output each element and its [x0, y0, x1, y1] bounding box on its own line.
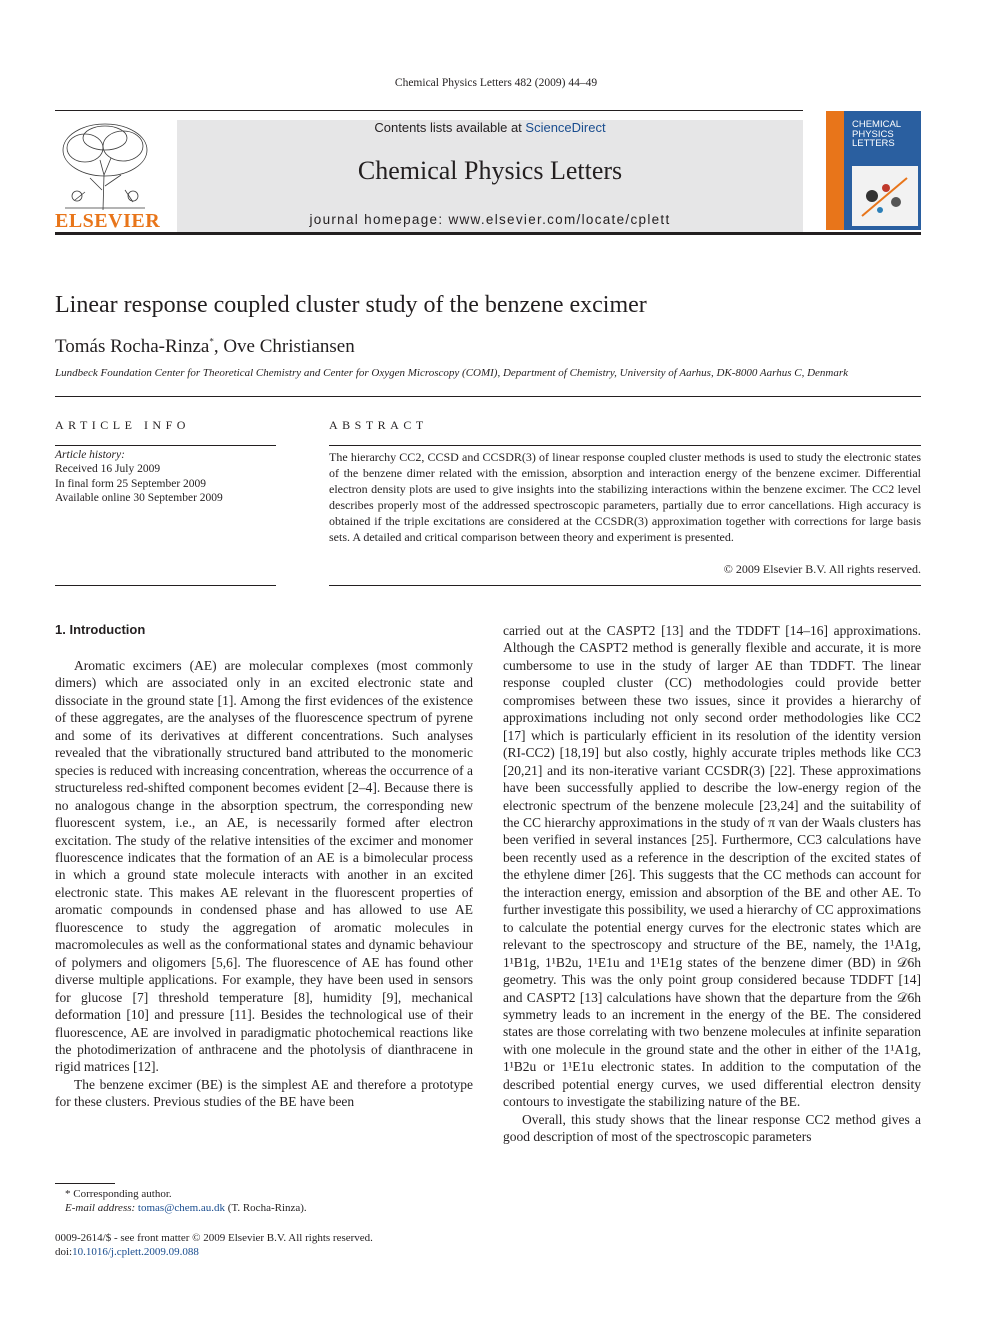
paragraph [503, 622, 921, 1111]
journal-name: Chemical Physics Letters [357, 156, 623, 185]
elsevier-wordmark: ELSEVIER [55, 210, 161, 232]
title-rule [55, 396, 921, 397]
article-title: Linear response coupled cluster study of the benzene excimer [55, 292, 647, 318]
state-list: 1¹A1g, 1¹B2u or 1¹E1u [503, 1041, 921, 1075]
received-date: Received 16 July 2009 [55, 463, 161, 476]
affiliation: Lundbeck Foundation Center for Theoretical Chemistry and Center for Oxygen Microscopy (COMI), Department of Chemistry, University of Aarhus, DK-8000 Aarhus C, Denmark [55, 367, 849, 379]
corresponding-mark[interactable]: * [209, 336, 214, 347]
section-heading: 1. Introduction [55, 622, 146, 637]
body-column-right [503, 622, 921, 1146]
article-info-rule [55, 445, 276, 446]
final-form-date: In final form 25 September 2009 [55, 477, 207, 490]
contents-prefix: Contents lists available at [374, 120, 526, 135]
author-separator: , [213, 336, 224, 357]
author-list [55, 336, 355, 358]
abstract-bottom-rule [329, 585, 921, 586]
body-column-left [55, 657, 473, 1111]
abstract-heading: ABSTRACT [329, 418, 428, 432]
journal-cover-image [826, 111, 921, 230]
state-list: 1¹A1g, 1¹B1g, 1¹B2u, 1¹E1u and 1¹E1g [503, 937, 921, 970]
doi-label: doi: [55, 1246, 73, 1258]
paragraph: The benzene excimer (BE) is the simplest AE and therefore a prototype for these clusters. Previous studies of the BE have been [55, 1076, 473, 1110]
article-info-bottom-rule [55, 585, 276, 586]
journal-citation: Chemical Physics Letters 482 (2009) 44–49 [394, 77, 598, 89]
publication-info [55, 1231, 373, 1259]
paragraph-text: states of the benzene dimer (BD) in 𝒟6h geometry. This was the only point group considered because TDDFT [14] and CASPT2 [13] calculations have shown that the departure from the 𝒟6h symmetry leads to an increment in the energy of the BE. The considered states are those correlating with two benzene molecules at infinite separation with one molecule in the ground state and the other in either of the [503, 954, 921, 1057]
paragraph-text: carried out at the CASPT2 [13] and the TDDFT [14–16] approximations. Although the CASPT2 method is generally flexible and accurate, it is more cumbersome to use in the study of larger AE than TDDFT. The linear response coupled cluster (CC) methodologies could provide better compromises between these two issues, since it provides a hierarchy of approximations including not only second order methodologies like CC2 [17] which is particularly efficient in its resolution of the identity version (RI-CC2) [18,19] but also costly, highly accurate triples methods like CC3 [20,21] and its non-iterative variant CCSDR(3) [22]. These approximations have been successfully applied to describe the low-energy region of the electronic spectrum of the benzene molecule [23,24] and the suitability of the CC hierarchy approximations in the study of π van der Waals clusters has been verified in several instances [25]. Furthermore, CC3 calculations have been recently used as a reference in the description of the excited states of the ethylene dimer [26]. This suggests that the CC methods can account for the interaction energy, emission and absorption of the BE and other AE. To further investigate this possibility, we used a hierarchy of CC approximations to calculate the potential energy curves for the electronic states which are relevant to the spectroscopy and structure of the BE, namely, the [503, 623, 921, 953]
sciencedirect-link[interactable]: ScienceDirect [525, 120, 606, 135]
doi-link[interactable]: 10.1016/j.cplett.2009.09.088 [72, 1246, 199, 1258]
email-link[interactable]: tomas@chem.au.dk [137, 1202, 226, 1214]
history-label: Article history: [55, 449, 125, 461]
author-name: Tomás Rocha-Rinza [55, 336, 210, 357]
email-label: E-mail address: [65, 1202, 138, 1214]
cover-strip [826, 111, 844, 230]
article-info-heading: ARTICLE INFO [55, 418, 190, 432]
article-history [55, 448, 276, 505]
issn-line: 0009-2614/$ - see front matter © 2009 Elsevier B.V. All rights reserved. [55, 1232, 373, 1244]
footnote [55, 1187, 307, 1215]
paragraph-text: electronic states. In addition to the computation of the described potential energy curves, we used differential electron density contours to investigate the stabilizing nature of the BE. [503, 1059, 922, 1110]
footnote-rule [55, 1183, 115, 1184]
cover-title: CHEMICAL PHYSICS LETTERS [852, 119, 902, 149]
header-thick-rule [55, 232, 921, 235]
cover-illustration [852, 166, 918, 226]
header-rule [55, 110, 803, 111]
abstract-copyright: © 2009 Elsevier B.V. All rights reserved. [723, 562, 921, 576]
online-date: Available online 30 September 2009 [55, 491, 223, 504]
abstract-rule [329, 445, 921, 446]
author-name: Ove Christiansen [223, 336, 355, 357]
email-suffix: (T. Rocha-Rinza). [225, 1202, 307, 1214]
corresponding-author-note: Corresponding author. [73, 1188, 172, 1200]
paragraph: Overall, this study shows that the linear response CC2 method gives a good description of most of the spectroscopic parameters [503, 1111, 921, 1145]
footnote-mark: * [65, 1188, 71, 1200]
abstract-text: The hierarchy CC2, CCSD and CCSDR(3) of linear response coupled cluster methods is used to study the electronic states of the benzene dimer related with the emission, absorption and interaction energy of the benzene excimer. Differential electron density plots are used to give insights into the stabilizing interactions within the benzene excimer. The CC2 level describes properly most of the addressed spectroscopic parameters, partially due to error cancellations. High accuracy is obtained if the triple excitations are considered at the CCSDR(3) approximation together with corrections for large basis sets. A detailed and critical comparison between theory and experiment is presented. [329, 450, 921, 544]
journal-homepage[interactable]: journal homepage: www.elsevier.com/locate/cplett [309, 212, 671, 227]
contents-line [177, 120, 803, 135]
paragraph: Aromatic excimers (AE) are molecular complexes (most commonly dimers) which are associated only in an excited electronic state and dissociate in the ground state [1]. Among the first evidences of the existence of these aggregates, are the analyses of the fluorescence spectrum of pyrene and some of its derivatives at different concentrations. Such analyses revealed that the vibrationally structured band attributed to the monomeric species is reduced with increasing concentration, whereas the occurrence of a structureless red-shifted component becomes evident [2–4]. Because there is no analogous change in the absorption spectrum, the corresponding new fluorescent system, i.e., an AE, is necessarily formed after electron excitation. The study of the relative intensities of the excimer and monomer fluorescence indicates that the formation of an AE is a bimolecular process in which a ground state molecule interacts with another in an excited electronic state. This makes AE relevant in the fluorescent properties of aromatic compounds in condensed phase and has allowed to use AE fluorescence to study the aggregation of aromatic molecules in macromolecules as well as the conformational states and dynamic behaviour of polymers and oligomers [5,6]. The fluorescence of AE has found other diverse multiple applications. For example, they have been used in sensors for glucose [7] threshold temperature [8], humidity [9], mechanical deformation [10] and pressure [11]. Besides the technological use of their fluorescence, AE are involved in paradigmatic photochemical reactions like the photodimerization of anthracene and the photolysis of dianthracene in rigid matrices [12]. [55, 658, 473, 1075]
